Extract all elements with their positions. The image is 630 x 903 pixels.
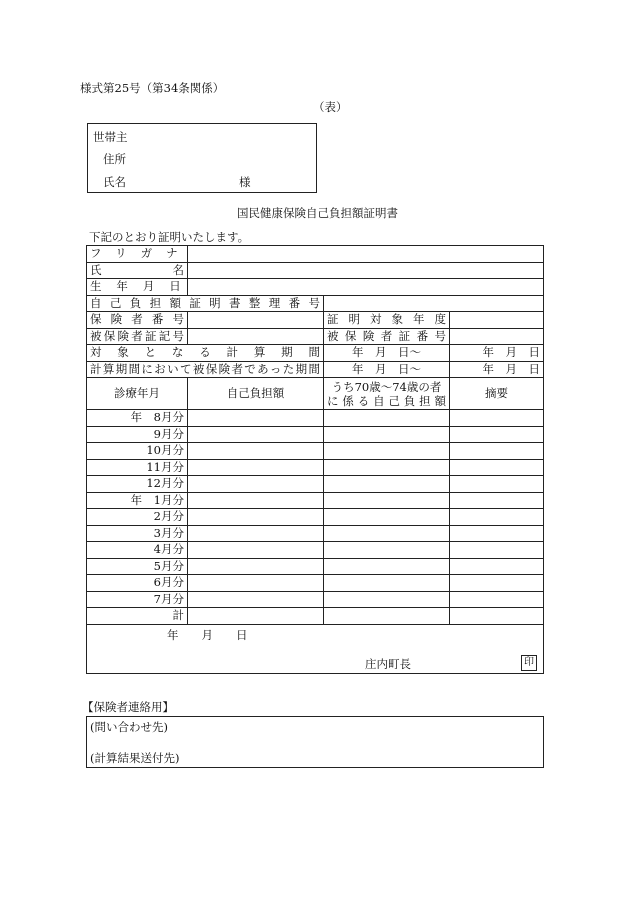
elderly-amount-cell[interactable] (324, 459, 450, 476)
insured-name-value[interactable] (188, 262, 544, 279)
remarks-cell[interactable] (450, 575, 544, 592)
row-birthdate (87, 279, 544, 296)
side-label: （表） (313, 100, 348, 114)
remarks-column-header: 摘要 (450, 378, 544, 410)
issuer-name: 庄内町長 (365, 656, 411, 671)
amount-cell[interactable] (188, 476, 324, 493)
row-name (87, 262, 544, 279)
calc-period-to[interactable]: 年 月 日 (450, 345, 544, 362)
cert-year-label: 証明対象年度 (324, 312, 450, 329)
insured-name-label: 氏名 (87, 262, 188, 279)
amount-cell[interactable] (188, 542, 324, 559)
table-row (87, 443, 544, 460)
month-cell: 4月分 (87, 542, 188, 559)
month-cell: 2月分 (87, 509, 188, 526)
amount-cell[interactable] (188, 591, 324, 608)
cert-number-value[interactable] (324, 295, 544, 312)
total-elderly-amount-cell[interactable] (324, 608, 450, 625)
remarks-cell[interactable] (450, 426, 544, 443)
total-label: 計 (87, 608, 188, 625)
issuer-row (87, 624, 544, 673)
table-row (87, 591, 544, 608)
elderly-amount-cell[interactable] (324, 443, 450, 460)
table-row (87, 476, 544, 493)
elderly-header-line2: に係る自己負担額 (327, 393, 446, 408)
elderly-amount-cell[interactable] (324, 410, 450, 427)
calc-period-from[interactable]: 年 月 日～ (324, 345, 450, 362)
month-cell: 3月分 (87, 525, 188, 542)
table-row (87, 459, 544, 476)
furigana-value[interactable] (188, 246, 544, 263)
send-to-label: (計算結果送付先) (90, 751, 180, 765)
elderly-amount-cell[interactable] (324, 476, 450, 493)
furigana-label: フリガナ (87, 246, 188, 263)
table-row (87, 575, 544, 592)
issuer-cell (87, 624, 544, 673)
cert-year-value[interactable] (450, 312, 544, 329)
cert-number-label: 自己負担額証明書整理番号 (87, 295, 324, 312)
remarks-cell[interactable] (450, 476, 544, 493)
contact-section-title: 【保険者連絡用】 (82, 700, 174, 714)
insurer-number-value[interactable] (188, 312, 324, 329)
table-row (87, 426, 544, 443)
birthdate-label: 生年月日 (87, 279, 188, 296)
calc-period-label: 対象となる計算期間 (87, 345, 324, 362)
month-cell: 6月分 (87, 575, 188, 592)
total-remarks-cell (450, 608, 544, 625)
month-cell: 5月分 (87, 558, 188, 575)
remarks-cell[interactable] (450, 443, 544, 460)
amount-cell[interactable] (188, 492, 324, 509)
birthdate-value[interactable] (188, 279, 544, 296)
insured-card-symbol-label: 被保険者証記号 (87, 328, 188, 345)
household-head-label: 世帯主 (93, 130, 128, 144)
remarks-cell[interactable] (450, 509, 544, 526)
table-row (87, 509, 544, 526)
remarks-cell[interactable] (450, 542, 544, 559)
amount-column-header: 自己負担額 (188, 378, 324, 410)
contact-box (86, 716, 544, 768)
name-label: 氏名 (103, 175, 126, 189)
insured-period-from[interactable]: 年 月 日～ (324, 361, 450, 378)
issue-date: 年 月 日 (167, 627, 248, 642)
month-cell: 9月分 (87, 426, 188, 443)
address-label: 住所 (103, 152, 126, 166)
insurer-number-label: 保険者番号 (87, 312, 188, 329)
certificate-table (86, 245, 544, 674)
total-amount-cell[interactable] (188, 608, 324, 625)
row-insurer (87, 312, 544, 329)
addressee-box (87, 123, 317, 193)
month-cell: 年 1月分 (87, 492, 188, 509)
table-row (87, 410, 544, 427)
amount-cell[interactable] (188, 426, 324, 443)
form-number: 様式第25号（第34条関係） (80, 81, 225, 95)
insured-card-number-label: 被保険者証番号 (324, 328, 450, 345)
elderly-column-header (324, 378, 450, 410)
elderly-amount-cell[interactable] (324, 575, 450, 592)
amount-cell[interactable] (188, 410, 324, 427)
table-row (87, 558, 544, 575)
remarks-cell[interactable] (450, 525, 544, 542)
month-column-header: 診療年月 (87, 378, 188, 410)
amount-cell[interactable] (188, 558, 324, 575)
elderly-amount-cell[interactable] (324, 525, 450, 542)
month-cell: 年 8月分 (87, 410, 188, 427)
insured-card-symbol-value[interactable] (188, 328, 324, 345)
month-cell: 7月分 (87, 591, 188, 608)
amount-cell[interactable] (188, 575, 324, 592)
row-calc-period (87, 345, 544, 362)
inquiry-label: (問い合わせ先) (90, 720, 168, 734)
elderly-amount-cell[interactable] (324, 426, 450, 443)
document-title: 国民健康保険自己負担額証明書 (237, 206, 398, 220)
table-row (87, 492, 544, 509)
amount-cell[interactable] (188, 525, 324, 542)
intro-text: 下記のとおり証明いたします。 (89, 230, 250, 244)
remarks-cell[interactable] (450, 492, 544, 509)
insured-card-number-value[interactable] (450, 328, 544, 345)
insured-period-label: 計算期間において被保険者であった期間 (87, 361, 324, 378)
elderly-amount-cell[interactable] (324, 558, 450, 575)
month-cell: 11月分 (87, 459, 188, 476)
remarks-cell[interactable] (450, 591, 544, 608)
elderly-amount-cell[interactable] (324, 542, 450, 559)
elderly-header-line1: うち70歳～74歳の者 (331, 379, 442, 394)
column-header-row (87, 378, 544, 410)
remarks-cell[interactable] (450, 558, 544, 575)
insured-period-to[interactable]: 年 月 日 (450, 361, 544, 378)
elderly-amount-cell[interactable] (324, 591, 450, 608)
elderly-amount-cell[interactable] (324, 509, 450, 526)
table-row (87, 525, 544, 542)
remarks-cell[interactable] (450, 410, 544, 427)
row-insured-period (87, 361, 544, 378)
row-cert-number (87, 295, 544, 312)
month-cell: 10月分 (87, 443, 188, 460)
official-seal: 印 (521, 655, 537, 671)
amount-cell[interactable] (188, 443, 324, 460)
row-insured-card (87, 328, 544, 345)
total-row (87, 608, 544, 625)
elderly-amount-cell[interactable] (324, 492, 450, 509)
table-row (87, 542, 544, 559)
row-furigana (87, 246, 544, 263)
honorific: 様 (239, 175, 251, 189)
month-cell: 12月分 (87, 476, 188, 493)
amount-cell[interactable] (188, 459, 324, 476)
remarks-cell[interactable] (450, 459, 544, 476)
amount-cell[interactable] (188, 509, 324, 526)
